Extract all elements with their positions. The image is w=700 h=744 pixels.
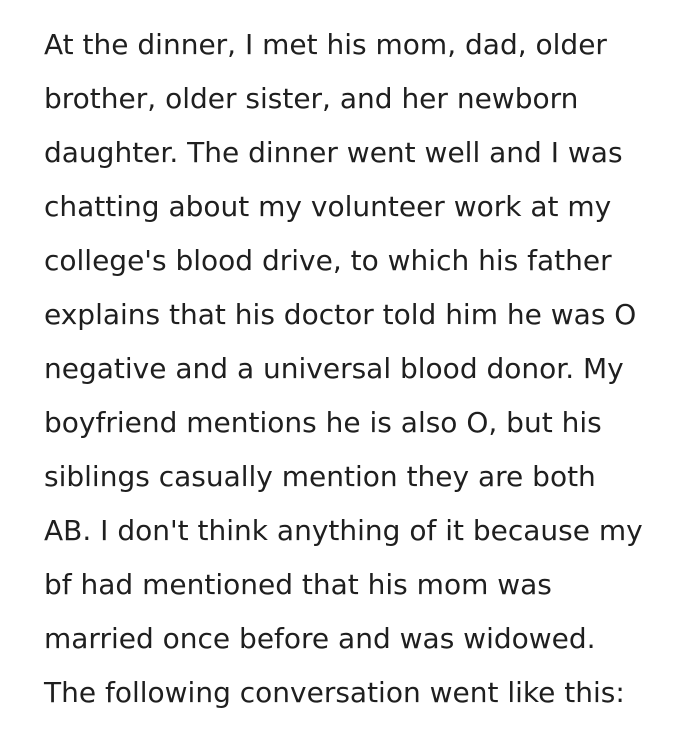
paragraph-line: negative and a universal blood donor. My: [44, 352, 624, 385]
paragraph-line: bf had mentioned that his mom was: [44, 568, 552, 601]
paragraph-line: chatting about my volunteer work at my: [44, 190, 612, 223]
story-paragraph: [44, 18, 694, 720]
paragraph-line: daughter. The dinner went well and I was: [44, 136, 623, 169]
paragraph-line: The following conversation went like this:: [44, 676, 625, 709]
paragraph-line: siblings casually mention they are both: [44, 460, 596, 493]
paragraph-line: married once before and was widowed.: [44, 622, 596, 655]
paragraph-line: boyfriend mentions he is also O, but his: [44, 406, 602, 439]
paragraph-line: At the dinner, I met his mom, dad, older: [44, 28, 607, 61]
paragraph-line: explains that his doctor told him he was O: [44, 298, 637, 331]
paragraph-line: brother, older sister, and her newborn: [44, 82, 579, 115]
paragraph-line: AB. I don't think anything of it because my: [44, 514, 643, 547]
paragraph-line: college's blood drive, to which his father: [44, 244, 612, 277]
